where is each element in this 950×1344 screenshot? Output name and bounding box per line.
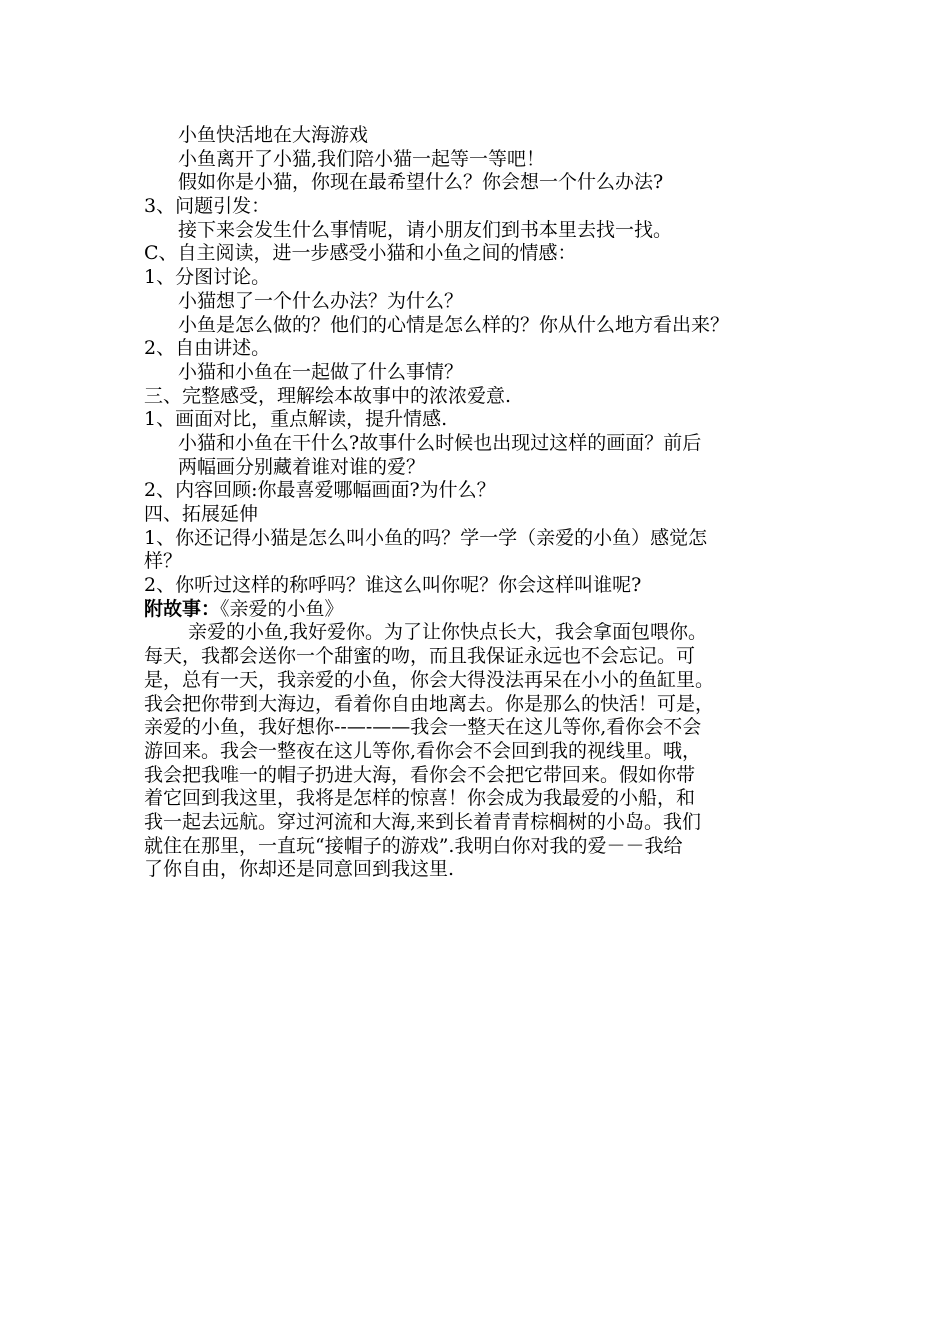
outline-line: 小猫想了一个什么办法？为什么？ bbox=[178, 289, 464, 312]
outline-line: 假如你是小猫，你现在最希望什么？你会想一个什么办法? bbox=[178, 171, 664, 194]
outline-line: 三、完整感受，理解绘本故事中的浓浓爱意. bbox=[144, 384, 512, 407]
outline-line: 两幅画分别藏着谁对谁的爱？ bbox=[178, 455, 426, 478]
outline-line: 1、你还记得小猫是怎么叫小鱼的吗？学一学（亲爱的小鱼）感觉怎 bbox=[144, 526, 708, 549]
story-line: 了你自由，你却还是同意回到我这里. bbox=[144, 858, 455, 881]
outline-line: 1、分图讨论。 bbox=[144, 266, 271, 289]
outline-line: 小猫和小鱼在干什么?故事什么时候也出现过这样的画面？前后 bbox=[178, 431, 702, 454]
outline-line: 2、内容回顾:你最喜爱哪幅画面?为什么？ bbox=[144, 479, 496, 502]
outline-line: 样？ bbox=[144, 550, 183, 573]
story-heading bbox=[144, 598, 824, 622]
outline-line: 2、自由讲述。 bbox=[144, 337, 271, 360]
outline-line: 小鱼快活地在大海游戏 bbox=[178, 124, 369, 146]
story-line: 亲爱的小鱼,我好爱你。为了让你快点长大，我会拿面包喂你。 bbox=[188, 621, 708, 644]
story-line: 每天，我都会送你一个甜蜜的吻，而且我保证永远也不会忘记。可 bbox=[144, 645, 696, 668]
document-body bbox=[144, 124, 824, 882]
outline-line: 2、你听过这样的称呼吗？谁这么叫你呢？你会这样叫谁呢? bbox=[144, 574, 642, 597]
outline-line: 小鱼是怎么做的？他们的心情是怎么样的？你从什么地方看出来？ bbox=[178, 313, 730, 336]
outline-line: 小鱼离开了小猫,我们陪小猫一起等一等吧！ bbox=[178, 147, 546, 170]
story-line: 我会把你带到大海边，看着你自由地离去。你是那么的快活！可是， bbox=[144, 692, 715, 715]
story-title: 《亲爱的小鱼》 bbox=[220, 597, 344, 620]
outline-line: 3、问题引发： bbox=[144, 195, 271, 218]
lesson-outline bbox=[144, 124, 824, 598]
outline-line: 小猫和小鱼在一起做了什么事情？ bbox=[178, 360, 464, 383]
outline-line: 1、画面对比，重点解读，提升情感. bbox=[144, 408, 448, 431]
story-text bbox=[144, 621, 824, 882]
story-line: 着它回到我这里，我将是怎样的惊喜！你会成为我最爱的小船，和 bbox=[144, 787, 696, 810]
outline-line: C、自主阅读，进一步感受小猫和小鱼之间的情感： bbox=[144, 242, 577, 265]
story-line: 是，总有一天，我亲爱的小鱼，你会大得没法再呆在小小的鱼缸里。 bbox=[144, 668, 715, 691]
story-line: 游回来。我会一整夜在这儿等你,看你会不会回到我的视线里。哦， bbox=[144, 739, 702, 762]
story-line: 就住在那里，一直玩“接帽子的游戏”.我明白你对我的爱－－我给 bbox=[144, 834, 683, 857]
story-line: 我会把我唯一的帽子扔进大海，看你会不会把它带回来。假如你带 bbox=[144, 763, 696, 786]
outline-line: 四、拓展延伸 bbox=[144, 503, 259, 525]
story-label: 附故事： bbox=[144, 597, 221, 620]
outline-line: 接下来会发生什么事情呢，请小朋友们到书本里去找一找。 bbox=[178, 218, 673, 241]
story-line: 亲爱的小鱼，我好想你--—-——我会一整天在这儿等你,看你会不会 bbox=[144, 716, 702, 739]
story-line: 我一起去远航。穿过河流和大海,来到长着青青棕榈树的小岛。我们 bbox=[144, 810, 702, 833]
